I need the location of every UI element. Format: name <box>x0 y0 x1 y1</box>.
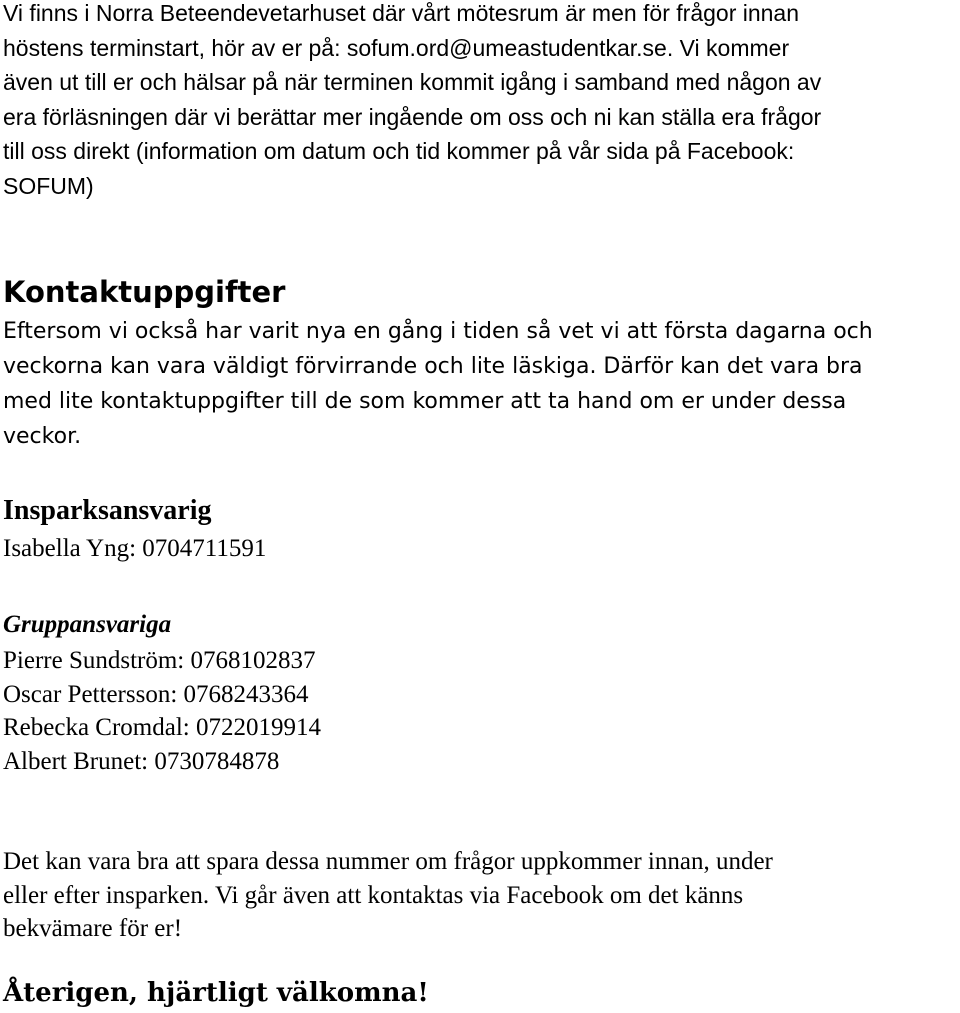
intro-line: SOFUM) <box>3 172 94 199</box>
intro-line: höstens terminstart, hör av er på: sofum.ord@umeastudentkar.se. Vi kommer <box>3 34 790 61</box>
contact-paragraph <box>3 314 873 454</box>
contact-entry: Pierre Sundström: 0768102837 <box>3 647 316 674</box>
intro-line: även ut till er och hälsar på när terminen kommit igång i samband med någon av <box>3 69 822 95</box>
insparksansvarig-list <box>3 532 266 566</box>
intro-line: till oss direkt (information om datum och tid kommer på vår sida på Facebook: <box>3 138 795 164</box>
outro-paragraph <box>3 845 773 946</box>
gruppansvariga-list <box>3 644 321 778</box>
contact-line: veckor. <box>3 424 82 449</box>
intro-line: Vi finns i Norra Beteendevetarhuset där vårt mötesrum är men för frågor innan <box>3 0 800 26</box>
contact-heading: Kontaktuppgifter <box>3 275 286 309</box>
contact-entry: Isabella Yng: 0704711591 <box>3 535 267 562</box>
gruppansvariga-heading: Gruppansvariga <box>3 611 172 638</box>
insparksansvarig-heading: Insparksansvarig <box>3 495 212 526</box>
outro-line: bekvämare för er! <box>3 915 183 942</box>
contact-entry: Rebecka Cromdal: 0722019914 <box>3 714 321 741</box>
contact-line: med lite kontaktuppgifter till de som kommer att ta hand om er under dessa <box>3 389 847 414</box>
contact-entry: Albert Brunet: 0730784878 <box>3 747 280 775</box>
intro-line: era förläsningen där vi berättar mer ingående om oss och ni kan ställa era frågor <box>3 103 822 130</box>
contact-line: veckorna kan vara väldigt förvirrande och lite läskiga. Därför kan det vara bra <box>3 354 863 379</box>
outro-line: eller efter insparken. Vi går även att kontaktas via Facebook om det känns <box>3 881 744 909</box>
outro-line: Det kan vara bra att spara dessa nummer om frågor uppkommer innan, under <box>3 848 773 875</box>
contact-entry: Oscar Pettersson: 0768243364 <box>3 680 309 708</box>
closing-greeting: Återigen, hjärtligt välkomna! <box>3 978 429 1008</box>
contact-line: Eftersom vi också har varit nya en gång i tiden så vet vi att första dagarna och <box>3 319 873 344</box>
intro-paragraph <box>3 0 821 203</box>
